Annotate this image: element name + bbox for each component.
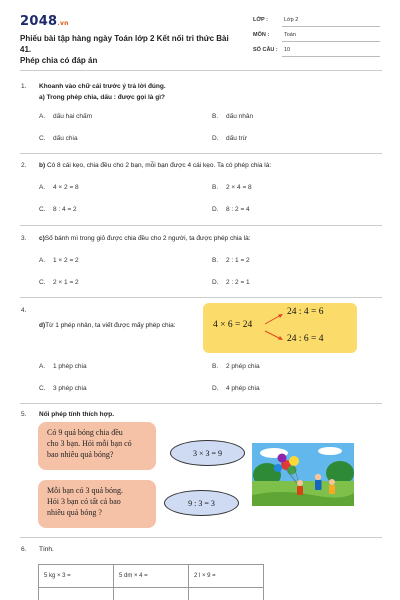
- q1-option-a[interactable]: A. dấu hai chấm: [39, 113, 93, 120]
- q3-option-b[interactable]: B. 2 : 1 = 2: [212, 257, 250, 264]
- section-divider: [20, 225, 382, 226]
- section-divider: [20, 537, 382, 538]
- word-problem-card-1: Có 9 quả bóng chia đều cho 3 bạn. Hỏi mỗi bạn có bao nhiêu quả bóng?: [38, 422, 156, 470]
- worksheet-title: Phiếu bài tập hàng ngày Toán lớp 2 Kết nối tri thức Bài 41. Phép chia có đáp án: [20, 34, 229, 65]
- q1-option-c[interactable]: C. dấu chia: [39, 135, 78, 142]
- table-cell[interactable]: 2 l × 9 =: [189, 565, 264, 588]
- q6-heading: Tính.: [39, 546, 54, 553]
- q4-text: d)Từ 1 phép nhân, ta viết được mấy phép chia:: [39, 322, 176, 329]
- site-logo: 2048.vn: [20, 14, 69, 29]
- q3-option-c[interactable]: C. 2 × 1 = 2: [39, 279, 79, 286]
- meta-label-subject: MÔN :: [253, 32, 270, 38]
- q3-option-d[interactable]: D. 2 : 2 = 1: [212, 279, 250, 286]
- meta-underline: [282, 26, 380, 27]
- calculation-table: [38, 564, 264, 600]
- q4-option-c[interactable]: C. 3 phép chia: [39, 385, 87, 392]
- meta-label-count: SỐ CÂU :: [253, 47, 278, 53]
- q1-heading: Khoanh vào chữ cái trước ý trả lời đúng.: [39, 83, 166, 90]
- q2-option-b[interactable]: B. 2 × 4 = 8: [212, 184, 252, 191]
- q3-text: c)Số bánh mì trong giỏ được chia đều cho 2 người, ta được phép chia là:: [39, 235, 251, 242]
- header-divider: [20, 70, 382, 71]
- meta-value-class: Lớp 2: [284, 17, 299, 23]
- diagram-division-top: 24 : 4 = 6: [287, 307, 324, 317]
- q1-option-d[interactable]: D. dấu trừ: [212, 135, 247, 142]
- question-number: 2.: [21, 162, 27, 169]
- meta-value-count: 10: [284, 47, 291, 53]
- table-cell[interactable]: [39, 588, 114, 600]
- meta-underline: [282, 41, 380, 42]
- section-divider: [20, 297, 382, 298]
- expression-oval-1[interactable]: 3 × 3 = 9: [170, 440, 245, 466]
- table-row: [39, 588, 264, 600]
- word-problem-card-2: Mỗi bạn có 3 quả bóng. Hỏi 3 bạn có tất cả bao nhiêu quả bóng ?: [38, 480, 156, 528]
- q2-option-c[interactable]: C. 8 : 4 = 2: [39, 206, 77, 213]
- question-number: 6.: [21, 546, 27, 553]
- q5-heading: Nối phép tính thích hợp.: [39, 411, 115, 418]
- section-divider: [20, 153, 382, 154]
- table-cell[interactable]: 5 dm × 4 =: [114, 565, 189, 588]
- meta-value-subject: Toán: [284, 32, 296, 38]
- division-diagram-box: [203, 303, 357, 353]
- question-number: 4.: [21, 307, 27, 314]
- q2-text: b) Có 8 cái kẹo, chia đều cho 2 bạn, mỗi bạn được 4 cái kẹo. Ta có phép chia là:: [39, 162, 272, 169]
- meta-underline: [282, 56, 380, 57]
- diagram-division-bottom: 24 : 6 = 4: [287, 334, 324, 344]
- table-cell[interactable]: [114, 588, 189, 600]
- meta-label-class: LỚP :: [253, 17, 268, 23]
- q3-option-a[interactable]: A. 1 × 2 = 2: [39, 257, 79, 264]
- q2-option-a[interactable]: A. 4 × 2 = 8: [39, 184, 79, 191]
- section-divider: [20, 403, 382, 404]
- question-number: 1.: [21, 83, 27, 90]
- q4-option-d[interactable]: D. 4 phép chia: [212, 385, 260, 392]
- expression-oval-2[interactable]: 9 : 3 = 3: [164, 490, 239, 516]
- table-row: [39, 565, 264, 588]
- diagram-arrows: [203, 303, 357, 353]
- table-cell[interactable]: [189, 588, 264, 600]
- q2-option-d[interactable]: D. 8 : 2 = 4: [212, 206, 250, 213]
- q4-option-a[interactable]: A. 1 phép chia: [39, 363, 87, 370]
- q4-option-b[interactable]: B. 2 phép chia: [212, 363, 260, 370]
- diagram-multiplication: 4 × 6 = 24: [213, 320, 253, 330]
- question-number: 5.: [21, 411, 27, 418]
- q1-subquestion: a) Trong phép chia, dấu : được gọi là gì?: [39, 94, 165, 101]
- q1-option-b[interactable]: B. dấu nhân: [212, 113, 254, 120]
- question-number: 3.: [21, 235, 27, 242]
- children-balloons-illustration: [252, 443, 354, 506]
- table-cell[interactable]: 5 kg × 3 =: [39, 565, 114, 588]
